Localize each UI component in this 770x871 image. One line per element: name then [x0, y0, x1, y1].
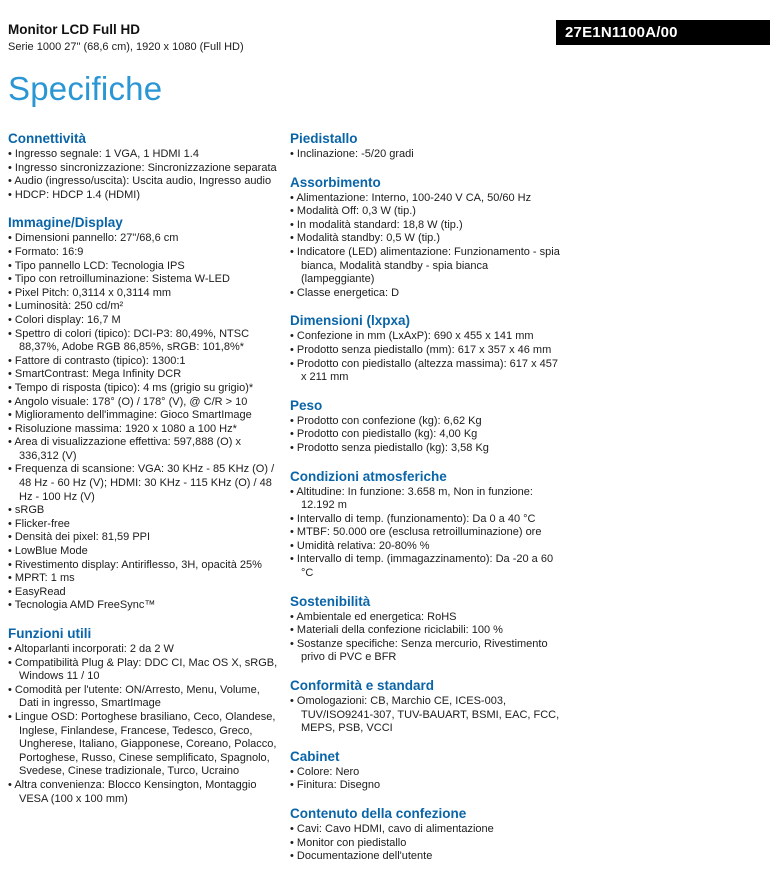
spec-item: • Finitura: Disegno: [290, 779, 560, 793]
spec-item: • Luminosità: 250 cd/m²: [8, 300, 278, 314]
spec-item: • Spettro di colori (tipico): DCI-P3: 80,49%, NTSC 88,37%, Adobe RGB 86,85%, sRGB: 101,8%*: [8, 328, 278, 355]
page-title: Specifiche: [8, 70, 163, 107]
spec-item: • Cavi: Cavo HDMI, cavo di alimentazione: [290, 823, 560, 837]
spec-item: • Tipo pannello LCD: Tecnologia IPS: [8, 260, 278, 274]
spec-item: • Classe energetica: D: [290, 287, 560, 301]
spec-section: [290, 469, 560, 581]
spec-item: • MTBF: 50.000 ore (esclusa retroilluminazione) ore: [290, 526, 560, 540]
section-heading: Conformità e standard: [290, 678, 435, 694]
product-title: Monitor LCD Full HD: [8, 22, 140, 37]
section-heading: Sostenibilità: [290, 593, 371, 609]
spec-list: [290, 415, 560, 456]
spec-item: • HDCP: HDCP 1.4 (HDMI): [8, 189, 278, 203]
spec-column-right: [290, 131, 560, 864]
spec-item: • Prodotto senza piedistallo (kg): 3,58 Kg: [290, 442, 560, 456]
section-heading: Contenuto della confezione: [290, 806, 467, 821]
spec-list: [290, 192, 560, 301]
spec-item: • Colore: Nero: [290, 766, 560, 780]
spec-item: • Comodità per l'utente: ON/Arresto, Menu, Volume, Dati in ingresso, SmartImage: [8, 684, 278, 711]
spec-list: [290, 330, 560, 384]
spec-item: • Modalità standby: 0,5 W (tip.): [290, 232, 560, 246]
spec-item: • Intervallo di temp. (funzionamento): Da 0 a 40 °C: [290, 513, 560, 527]
spec-item: • Ambientale ed energetica: RoHS: [290, 611, 560, 625]
spec-item: • Miglioramento dell'immagine: Gioco SmartImage: [8, 409, 278, 423]
section-heading: Piedistallo: [290, 131, 358, 146]
spec-item: • Frequenza di scansione: VGA: 30 KHz - 85 KHz (O) / 48 Hz - 60 Hz (V); HDMI: 30 KHz - 115 KHz (O) / 48 Hz - 100 Hz (V): [8, 463, 278, 504]
spec-item: • Altoparlanti incorporati: 2 da 2 W: [8, 643, 278, 657]
spec-item: • Ingresso sincronizzazione: Sincronizzazione separata: [8, 162, 278, 176]
spec-item: • Rivestimento display: Antiriflesso, 3H, opacità 25%: [8, 559, 278, 573]
spec-item: • EasyRead: [8, 586, 278, 600]
spec-item: • Alimentazione: Interno, 100-240 V CA, 50/60 Hz: [290, 192, 560, 206]
spec-item: • Confezione in mm (LxAxP): 690 x 455 x 141 mm: [290, 330, 560, 344]
spec-column-left: [8, 131, 278, 864]
model-number-badge: 27E1N1100A/00: [556, 20, 770, 45]
product-subtitle: Serie 1000 27" (68,6 cm), 1920 x 1080 (Full HD): [8, 41, 244, 53]
spec-section: [290, 678, 560, 736]
section-heading: Assorbimento: [290, 174, 381, 190]
spec-item: • Tecnologia AMD FreeSync™: [8, 599, 278, 613]
spec-item: • Documentazione dell'utente: [290, 850, 560, 864]
spec-item: • sRGB: [8, 504, 278, 518]
spec-section: [290, 398, 560, 456]
spec-item: • Densità dei pixel: 81,59 PPI: [8, 531, 278, 545]
spec-section: [290, 313, 560, 384]
spec-item: • Omologazioni: CB, Marchio CE, ICES-003, TUV/ISO9241-307, TUV-BAUART, BSMI, EAC, FCC, MEPS, PSB, VCCI: [290, 695, 560, 736]
spec-item: • Fattore di contrasto (tipico): 1300:1: [8, 355, 278, 369]
spec-item: • Audio (ingresso/uscita): Uscita audio, Ingresso audio: [8, 175, 278, 189]
spec-item: • Altra convenienza: Blocco Kensington, Montaggio VESA (100 x 100 mm): [8, 779, 278, 806]
spec-item: • Compatibilità Plug & Play: DDC CI, Mac OS X, sRGB, Windows 11 / 10: [8, 657, 278, 684]
spec-item: • Inclinazione: -5/20 gradi: [290, 148, 560, 162]
spec-list: [8, 643, 278, 806]
spec-list: [8, 148, 278, 202]
spec-item: • Lingue OSD: Portoghese brasiliano, Ceco, Olandese, Inglese, Finlandese, Francese, Tedesco, Greco, Ungherese, Italiano, Giapponese, Coreano, Polacco, Portoghese, Russo, Cinese semplificato, Spagnolo, Svedese, Cinese tradizionale, Turco, Ucraino: [8, 711, 278, 779]
spec-item: • Prodotto con piedistallo (kg): 4,00 Kg: [290, 428, 560, 442]
section-heading: Immagine/Display: [8, 215, 123, 231]
spec-item: • Tempo di risposta (tipico): 4 ms (grigio su grigio)*: [8, 382, 278, 396]
spec-item: • Modalità Off: 0,3 W (tip.): [290, 205, 560, 219]
spec-section: [290, 175, 560, 301]
spec-section: [8, 131, 278, 202]
spec-item: • Risoluzione massima: 1920 x 1080 a 100 Hz*: [8, 423, 278, 437]
spec-list: [290, 823, 560, 864]
spec-columns: [8, 131, 560, 864]
spec-item: • Angolo visuale: 178° (O) / 178° (V), @ C/R > 10: [8, 396, 278, 410]
section-heading: Funzioni utili: [8, 626, 92, 641]
spec-list: [290, 766, 560, 793]
spec-item: • Materiali della confezione riciclabili: 100 %: [290, 624, 560, 638]
spec-item: • Formato: 16:9: [8, 246, 278, 260]
spec-section: [290, 806, 560, 864]
spec-item: • Monitor con piedistallo: [290, 837, 560, 851]
spec-item: • Intervallo di temp. (immagazzinamento): Da -20 a 60 °C: [290, 553, 560, 580]
spec-list: [290, 611, 560, 665]
spec-item: • Prodotto senza piedistallo (mm): 617 x 357 x 46 mm: [290, 344, 560, 358]
spec-item: • SmartContrast: Mega Infinity DCR: [8, 368, 278, 382]
spec-section: [8, 215, 278, 613]
spec-list: [290, 148, 560, 162]
spec-item: • MPRT: 1 ms: [8, 572, 278, 586]
section-heading: Dimensioni (lxpxa): [290, 313, 411, 329]
section-heading: Connettività: [8, 131, 87, 146]
spec-list: [290, 695, 560, 736]
spec-item: • LowBlue Mode: [8, 545, 278, 559]
spec-section: [290, 594, 560, 665]
spec-item: • Pixel Pitch: 0,3114 x 0,3114 mm: [8, 287, 278, 301]
spec-item: • Tipo con retroilluminazione: Sistema W-LED: [8, 273, 278, 287]
spec-section: [8, 626, 278, 806]
spec-item: • Indicatore (LED) alimentazione: Funzionamento - spia bianca, Modalità standby - spia bianca (lampeggiante): [290, 246, 560, 287]
section-heading: Peso: [290, 397, 323, 413]
spec-item: • Prodotto con confezione (kg): 6,62 Kg: [290, 415, 560, 429]
spec-item: • Colori display: 16,7 M: [8, 314, 278, 328]
spec-item: • Sostanze specifiche: Senza mercurio, Rivestimento privo di PVC e BFR: [290, 638, 560, 665]
spec-list: [290, 486, 560, 581]
spec-item: • Dimensioni pannello: 27"/68,6 cm: [8, 232, 278, 246]
spec-item: • In modalità standard: 18,8 W (tip.): [290, 219, 560, 233]
spec-item: • Altitudine: In funzione: 3.658 m, Non in funzione: 12.192 m: [290, 486, 560, 513]
spec-item: • Area di visualizzazione effettiva: 597,888 (O) x 336,312 (V): [8, 436, 278, 463]
spec-section: [290, 749, 560, 793]
section-heading: Cabinet: [290, 748, 340, 764]
section-heading: Condizioni atmosferiche: [290, 468, 447, 484]
spec-section: [290, 131, 560, 162]
spec-item: • Ingresso segnale: 1 VGA, 1 HDMI 1.4: [8, 148, 278, 162]
spec-item: • Flicker-free: [8, 518, 278, 532]
spec-list: [8, 232, 278, 613]
spec-item: • Prodotto con piedistallo (altezza massima): 617 x 457 x 211 mm: [290, 358, 560, 385]
spec-item: • Umidità relativa: 20-80% %: [290, 540, 560, 554]
